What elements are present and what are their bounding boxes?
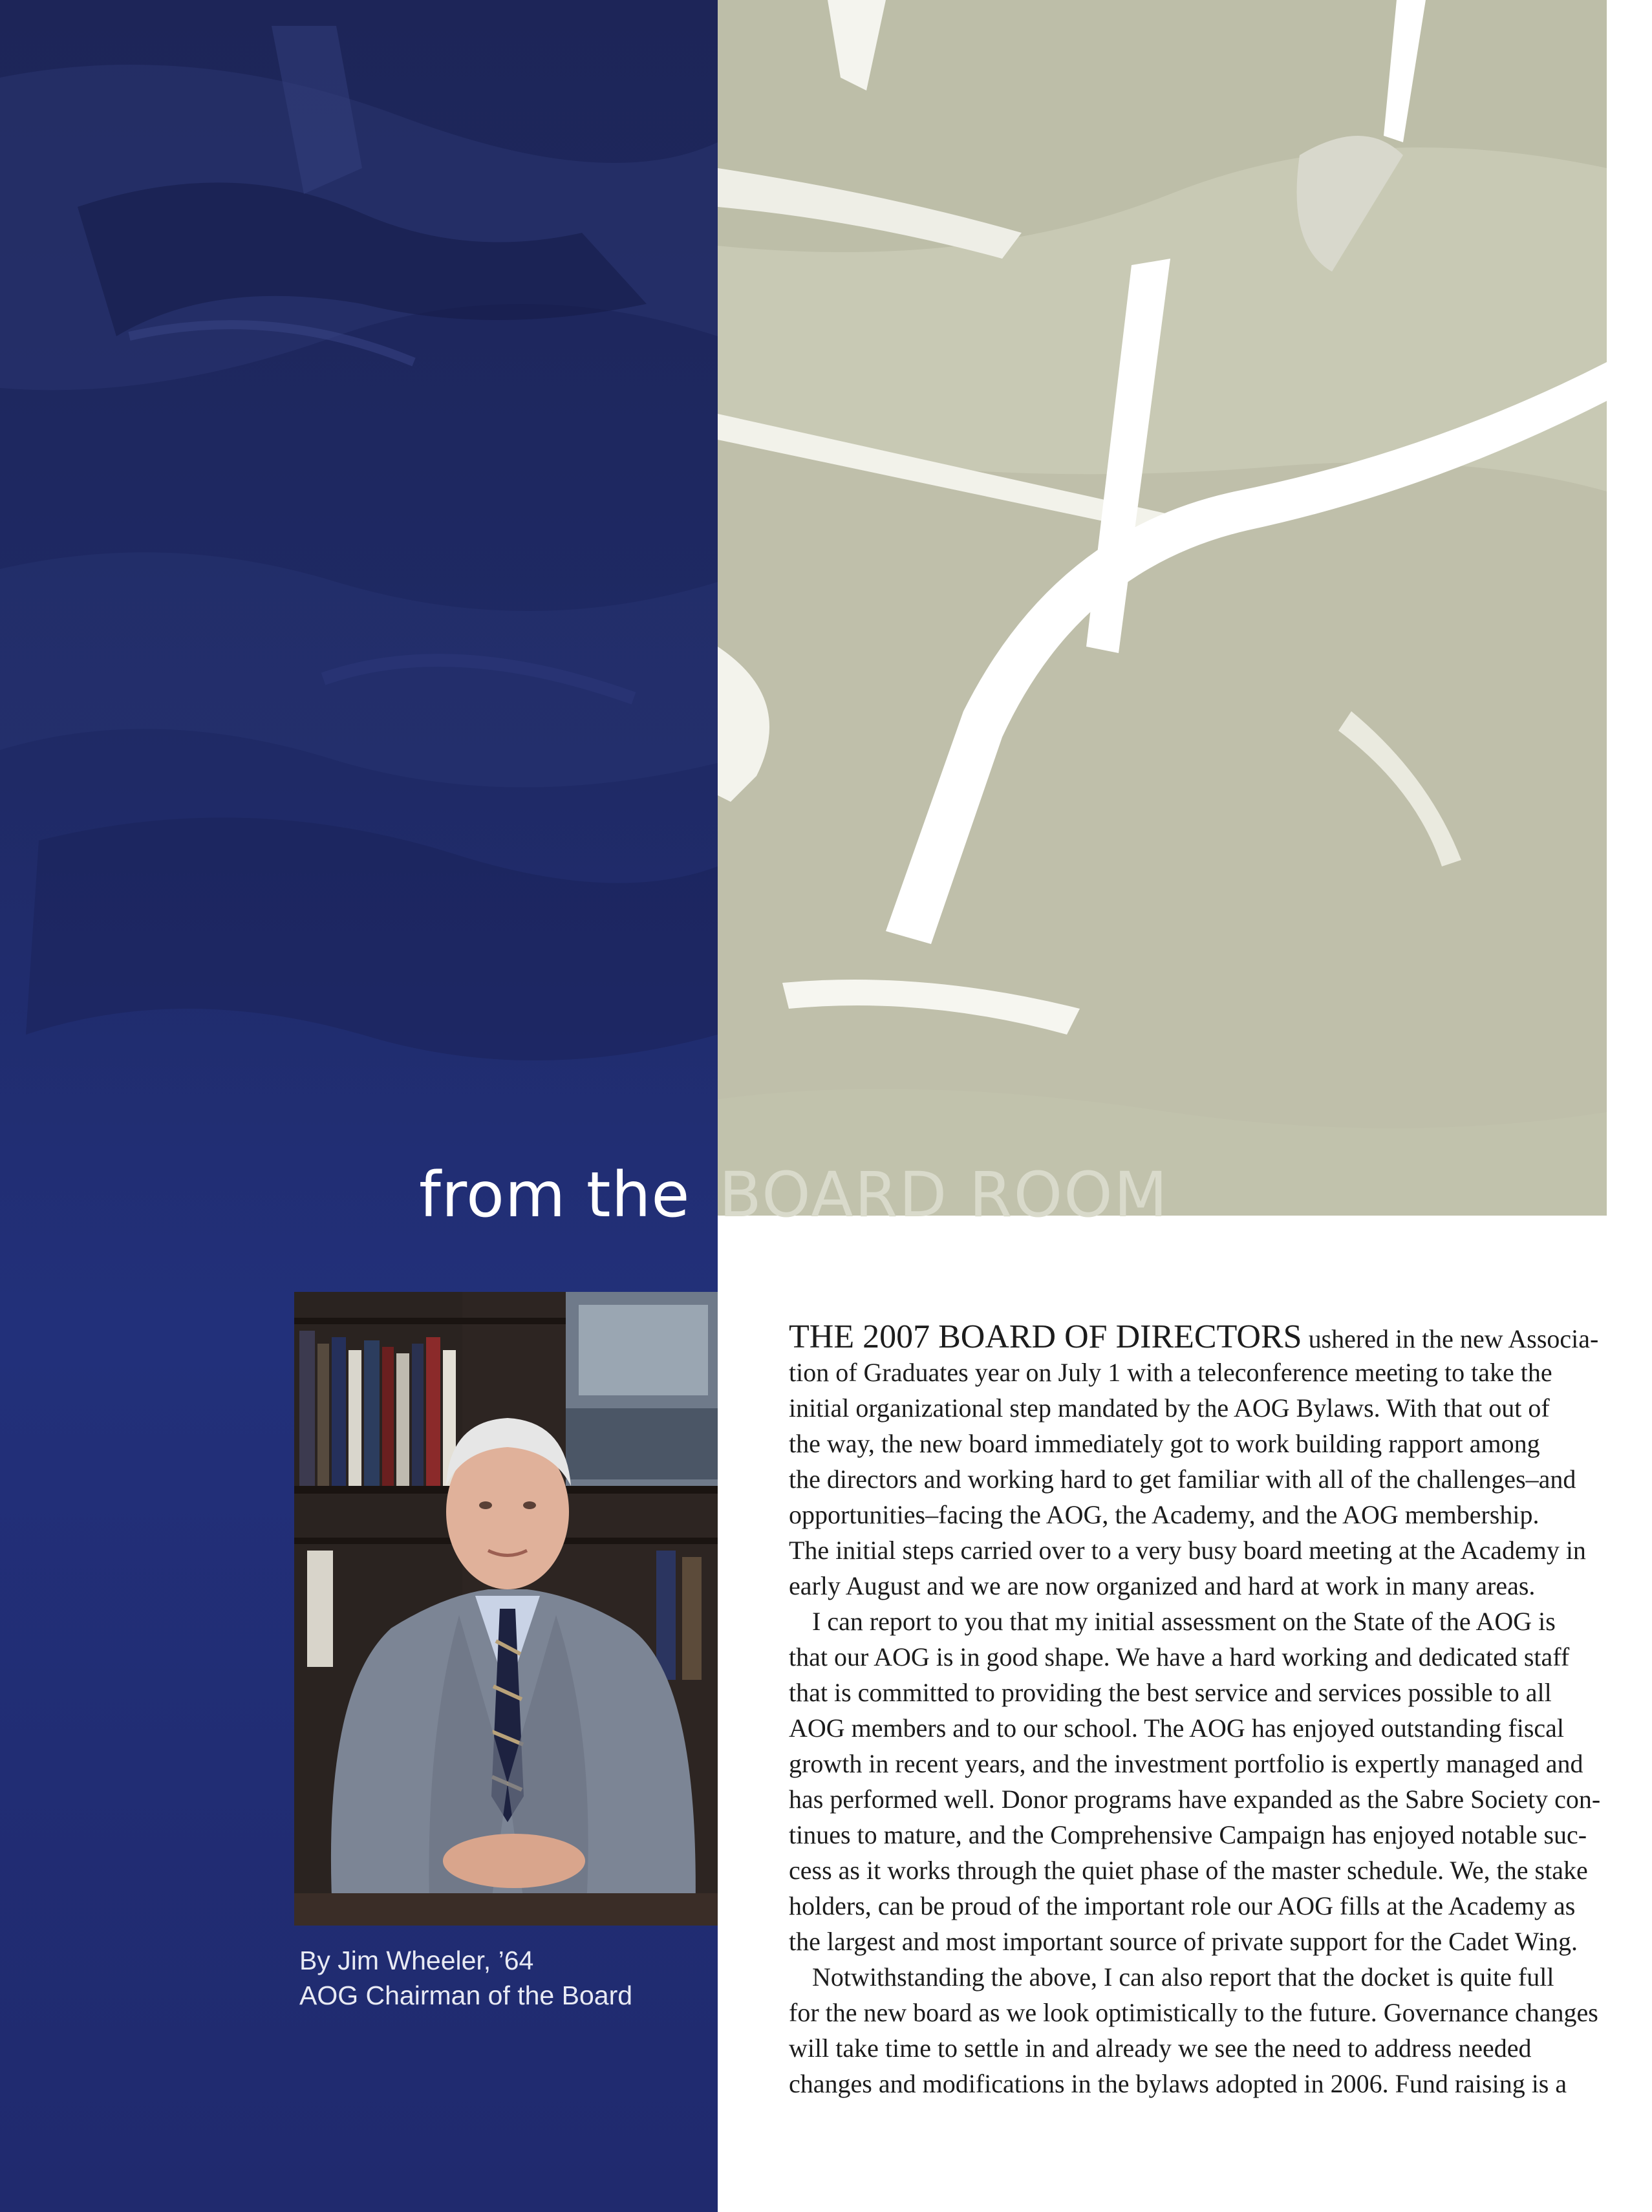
article-line-1-text: ushered in the new Associa- [1302, 1324, 1599, 1353]
byline-author: By Jim Wheeler, ’64 [299, 1946, 534, 1975]
article-paragraph-start: Notwithstanding the above, I can also report that the docket is quite full [812, 1962, 1554, 1992]
article-line: for the new board as we look optimistically to the future. Governance changes [789, 1998, 1598, 2027]
article-line: initial organizational step mandated by the AOG Bylaws. With that out of [789, 1393, 1550, 1423]
article-line: the way, the new board immediately got to work building rapport among [789, 1429, 1540, 1458]
jet-engine-photo-image [718, 0, 1607, 1216]
article-line: tinues to mature, and the Comprehensive Campaign has enjoyed notable suc- [789, 1820, 1587, 1849]
article-line: holders, can be proud of the important role our AOG fills at the Academy as [789, 1891, 1576, 1920]
article-line: changes and modifications in the bylaws adopted in 2006. Fund raising is a [789, 2069, 1567, 2098]
article-lead-in: THE 2007 BOARD OF DIRECTORS [789, 1318, 1302, 1355]
article-line: The initial steps carried over to a very busy board meeting at the Academy in [789, 1536, 1586, 1565]
article-line: tion of Graduates year on July 1 with a teleconference meeting to take the [789, 1358, 1552, 1387]
article-line: will take time to settle in and already we see the need to address needed [789, 2034, 1532, 2063]
section-title-emphasis: BOARD ROOM [719, 1159, 1169, 1231]
portrait-image [294, 1292, 718, 1926]
byline-title: AOG Chairman of the Board [299, 1981, 633, 2010]
article-line: early August and we are now organized and hard at work in many areas. [789, 1571, 1536, 1600]
article-line: the directors and working hard to get familiar with all of the challenges–and [789, 1465, 1576, 1494]
author-portrait-photo [294, 1292, 718, 1926]
article-line: growth in recent years, and the investment portfolio is expertly managed and [789, 1749, 1583, 1778]
header-photo-panel [718, 0, 1607, 1216]
byline-caption [299, 1943, 713, 2013]
article-line: that is committed to providing the best service and services possible to all [789, 1678, 1552, 1707]
article-line: AOG members and to our school. The AOG has enjoyed outstanding fiscal [789, 1713, 1565, 1743]
article-body [789, 1319, 1600, 2101]
article-line: that our AOG is in good shape. We have a hard working and dedicated staff [789, 1642, 1570, 1671]
section-title-prefix: from the [419, 1159, 691, 1231]
article-line: cess as it works through the quiet phase of the master schedule. We, the stake [789, 1856, 1588, 1885]
article-line: has performed well. Donor programs have expanded as the Sabre Society con- [789, 1785, 1601, 1814]
article-paragraph-start: I can report to you that my initial assessment on the State of the AOG is [812, 1607, 1556, 1636]
background-texture-image [0, 0, 718, 1216]
article-line: the largest and most important source of private support for the Cadet Wing. [789, 1927, 1578, 1956]
article-line: opportunities–facing the AOG, the Academy, and the AOG membership. [789, 1500, 1539, 1529]
article-line-1 [789, 1319, 1600, 1355]
